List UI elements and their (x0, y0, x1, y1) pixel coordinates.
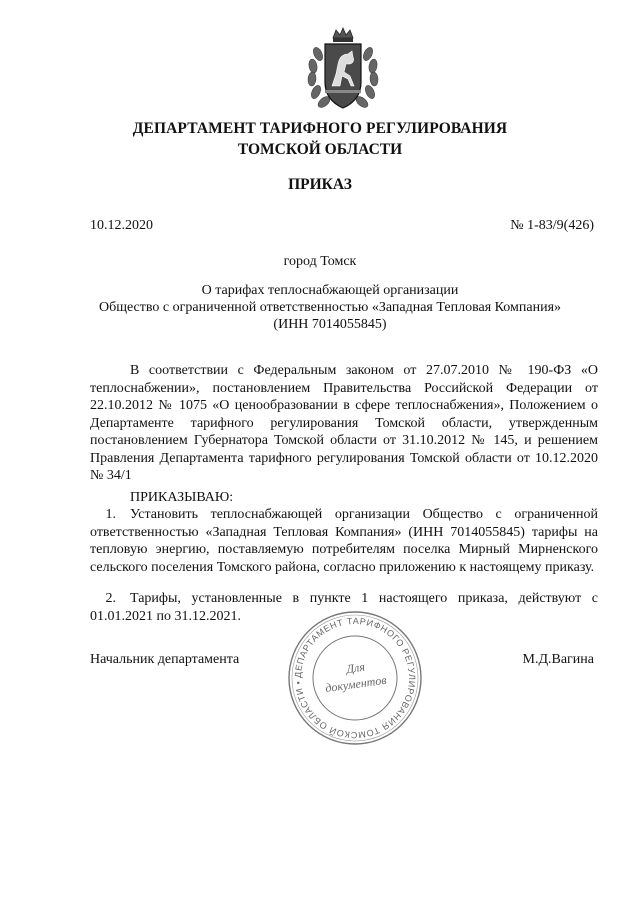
subject-line3: (ИНН 7014055845) (273, 317, 387, 332)
stamp-center-line1: Для (345, 659, 366, 677)
subject-line2: Общество с ограниченной ответственностью «Западная Тепловая Компания» (98, 300, 562, 315)
item-text: Тарифы, установленные в пункте 1 настоящего приказа, действуют с 01.01.2021 по 31.12.2021. (90, 591, 598, 624)
item-number: 1. (105, 507, 116, 522)
order-item-1 (90, 506, 598, 576)
crown-icon (333, 28, 353, 42)
order-word: ПРИКАЗЫВАЮ: (130, 490, 234, 505)
document-type: ПРИКАЗ (288, 176, 352, 193)
document-city: город Томск (283, 254, 357, 269)
official-stamp (285, 608, 425, 748)
signatory-position: Начальник департамента (90, 652, 240, 667)
coat-of-arms-emblem (300, 24, 386, 116)
stamp-ring-text: ДЕПАРТАМЕНТ ТАРИФНОГО РЕГУЛИРОВАНИЯ ТОМСКОЙ ОБЛАСТИ • (292, 615, 418, 741)
document-number: № 1-83/9(426) (510, 218, 594, 233)
item-number: 2. (105, 591, 116, 606)
department-title-line1: ДЕПАРТАМЕНТ ТАРИФНОГО РЕГУЛИРОВАНИЯ (132, 120, 508, 137)
document-date: 10.12.2020 (90, 218, 153, 233)
subject-line1: О тарифах теплоснабжающей организации (201, 283, 459, 298)
department-title-line2: ТОМСКОЙ ОБЛАСТИ (237, 141, 403, 158)
stamp-center-line2: документов (324, 672, 388, 696)
preamble-paragraph: В соответствии с Федеральным законом от 27.07.2010 № 190-ФЗ «О теплоснабжении», постановлением Правительства Российской Федерации от 22.10.2012 № 1075 «О ценообразовании в сфере теплоснабжения», Положением о Департаменте тарифного регулирования Томской области, утвержденным постановлением Губернатора Томской области от 31.10.2012 № 145, и решением Правления Департамента тарифного регулирования Томской области от 10.12.2020 № 34/1 (90, 363, 598, 483)
item-text: Установить теплоснабжающей организации Общество с ограниченной ответственностью «Западная Тепловая Компания» (ИНН 7014055845) тарифы на тепловую энергию, поставляемую потребителям поселка Мирный Мирненского сельского поселения Томского района, согласно приложению к настоящему приказу. (90, 507, 598, 575)
signatory-name: М.Д.Вагина (522, 652, 594, 667)
document-subject (40, 282, 620, 333)
